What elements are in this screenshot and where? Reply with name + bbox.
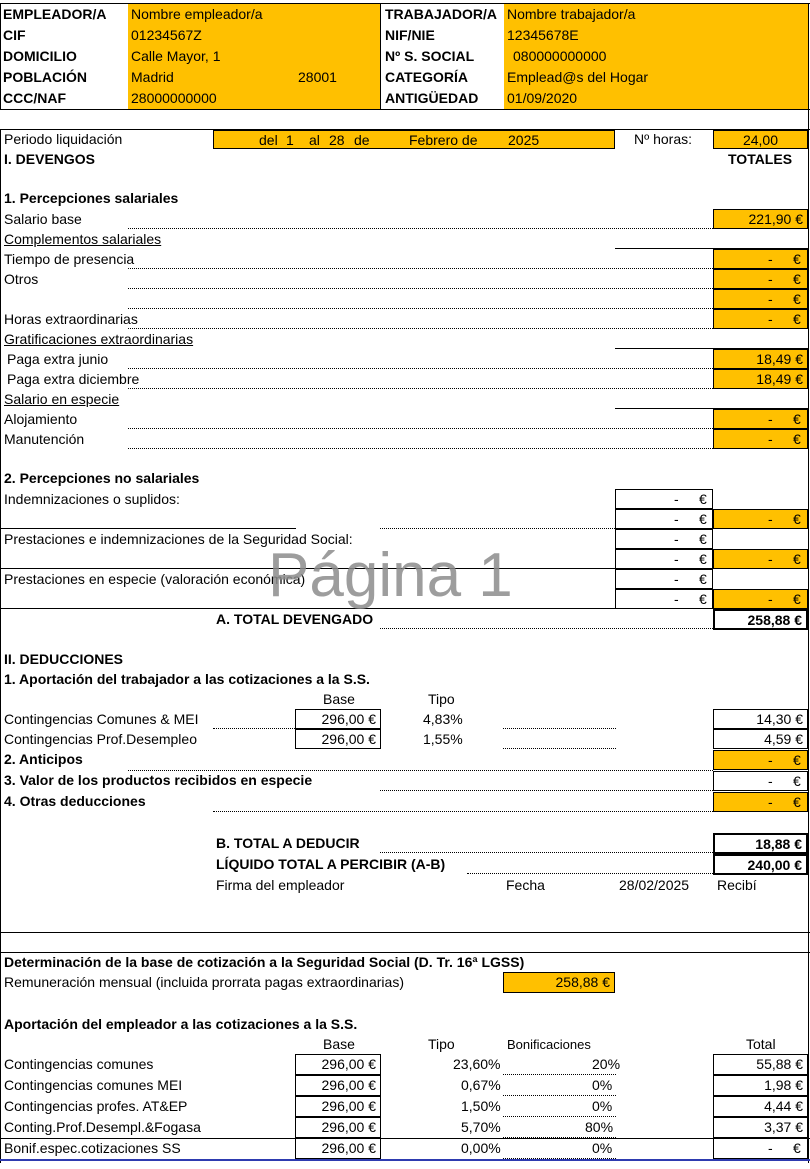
dash: - bbox=[768, 511, 773, 527]
domicilio-value: Calle Mayor, 1 bbox=[128, 46, 380, 67]
emp-row-base: 296,00 € bbox=[295, 1096, 381, 1117]
prestaciones-especie-label: Prestaciones en especie (valoración económica) bbox=[4, 571, 306, 587]
ccc-value: 28000000000 bbox=[128, 88, 380, 109]
prestaciones-especie-value-1 bbox=[615, 569, 713, 589]
prestaciones-ss-value-2 bbox=[615, 549, 713, 569]
hours-label: Nº horas: bbox=[634, 131, 693, 147]
euro: € bbox=[699, 491, 707, 507]
cif-label: CIF bbox=[3, 27, 26, 43]
emp-row-tipo: 0,00% bbox=[461, 1140, 501, 1156]
period-day-from: 1 bbox=[286, 132, 294, 148]
emp-tipo-header: Tipo bbox=[428, 1036, 455, 1052]
worker-label: TRABAJADOR/A bbox=[385, 6, 497, 22]
euro: € bbox=[793, 311, 801, 327]
categoria-value: Emplead@s del Hogar bbox=[504, 67, 808, 88]
hours-value: 24,00 bbox=[713, 130, 808, 149]
dash: - bbox=[768, 551, 773, 567]
euro: € bbox=[699, 591, 707, 607]
paga-diciembre-label: Paga extra diciembre bbox=[7, 371, 140, 387]
emp-row-total bbox=[713, 1138, 808, 1159]
liquido-value: 240,00 € bbox=[713, 854, 808, 875]
paga-diciembre-value: 18,49 € bbox=[713, 369, 808, 389]
gratificaciones-label: Gratificaciones extraordinarias bbox=[4, 331, 194, 347]
dash: - bbox=[674, 511, 679, 527]
otras-deducciones-label: 4. Otras deducciones bbox=[4, 793, 146, 809]
emp-row-label: Contingencias comunes MEI bbox=[4, 1077, 183, 1093]
emp-base-header: Base bbox=[323, 1036, 355, 1052]
poblacion-cp: 28001 bbox=[298, 69, 337, 85]
prestaciones-especie-total bbox=[713, 589, 808, 609]
tipo-header: Tipo bbox=[428, 691, 455, 707]
dash: - bbox=[768, 431, 773, 447]
emp-row-bonif: 0% bbox=[592, 1098, 613, 1114]
total-devengado-label: A. TOTAL DEVENGADO bbox=[216, 611, 374, 627]
euro: € bbox=[793, 752, 801, 768]
indemnizaciones-value-1 bbox=[615, 489, 713, 509]
anticipos-value bbox=[713, 750, 808, 770]
emp-row-bonif: 20% bbox=[592, 1056, 621, 1072]
poblacion-value bbox=[128, 67, 380, 88]
firma-label: Firma del empleador bbox=[216, 877, 345, 893]
euro: € bbox=[793, 591, 801, 607]
emp-row-label: Contingencias comunes bbox=[4, 1056, 154, 1072]
dash: - bbox=[674, 551, 679, 567]
euro: € bbox=[793, 511, 801, 527]
employer-value: Nombre empleador/a bbox=[128, 4, 380, 25]
paga-junio-value: 18,49 € bbox=[713, 349, 808, 369]
contingencias-comunes-total: 14,30 € bbox=[713, 709, 808, 729]
antiguedad-value: 01/09/2020 bbox=[504, 88, 808, 109]
euro: € bbox=[699, 511, 707, 527]
dash: - bbox=[768, 794, 773, 810]
euro: € bbox=[793, 773, 801, 789]
domicilio-label: DOMICILIO bbox=[3, 48, 77, 64]
percepciones-salariales-title: 1. Percepciones salariales bbox=[4, 190, 179, 206]
period-al: al bbox=[309, 132, 320, 148]
devengos-title: I. DEVENGOS bbox=[4, 151, 96, 167]
anticipos-label: 2. Anticipos bbox=[4, 751, 83, 767]
contingencias-comunes-base: 296,00 € bbox=[295, 709, 381, 729]
dash: - bbox=[674, 491, 679, 507]
emp-row-label: Contingencias profes. AT&EP bbox=[4, 1098, 188, 1114]
dash: - bbox=[674, 531, 679, 547]
euro: € bbox=[793, 411, 801, 427]
dash: - bbox=[768, 773, 773, 789]
nif-value: 12345678E bbox=[504, 25, 808, 46]
prestaciones-ss-total bbox=[713, 549, 808, 569]
emp-row-total-dash: - bbox=[768, 1140, 773, 1156]
contingencias-prof-total: 4,59 € bbox=[713, 729, 808, 749]
emp-row-base: 296,00 € bbox=[295, 1138, 381, 1159]
salario-base-label: Salario base bbox=[4, 211, 82, 227]
euro: € bbox=[793, 291, 801, 307]
manutencion-label: Manutención bbox=[4, 431, 85, 447]
emp-total-header: Total bbox=[746, 1036, 776, 1052]
antiguedad-label: ANTIGÜEDAD bbox=[385, 90, 479, 106]
salario-base-value: 221,90 € bbox=[713, 209, 808, 229]
emp-row-tipo: 23,60% bbox=[453, 1056, 501, 1072]
emp-row-base: 296,00 € bbox=[295, 1054, 381, 1075]
otros-value-2 bbox=[713, 289, 808, 309]
prestaciones-especie-value-2 bbox=[615, 589, 713, 609]
emp-row-tipo: 0,67% bbox=[461, 1077, 501, 1093]
dash: - bbox=[768, 291, 773, 307]
emp-row-base: 296,00 € bbox=[295, 1117, 381, 1138]
base-cotizacion-title: Determinación de la base de cotización a la Seguridad Social (D. Tr. 16ª LGSS) bbox=[4, 954, 525, 970]
tiempo-presencia-label: Tiempo de presencia bbox=[4, 251, 135, 267]
emp-row-bonif: 0% bbox=[592, 1077, 613, 1093]
period-box bbox=[213, 130, 615, 149]
period-year: 2025 bbox=[508, 132, 540, 148]
paga-junio-label: Paga extra junio bbox=[7, 351, 109, 367]
dash: - bbox=[768, 251, 773, 267]
horas-extra-label: Horas extraordinarias bbox=[4, 311, 138, 327]
euro: € bbox=[699, 571, 707, 587]
dash: - bbox=[768, 411, 773, 427]
poblacion-label: POBLACIÓN bbox=[3, 69, 87, 85]
poblacion-city: Madrid bbox=[131, 69, 174, 85]
otros-label: Otros bbox=[4, 271, 39, 287]
fecha-value: 28/02/2025 bbox=[619, 877, 690, 893]
dash: - bbox=[768, 752, 773, 768]
complementos-label: Complementos salariales bbox=[4, 231, 162, 247]
especie-value bbox=[713, 771, 808, 791]
cif-value: 01234567Z bbox=[128, 25, 380, 46]
page-bottom-border bbox=[0, 1159, 810, 1161]
prestaciones-ss-label: Prestaciones e indemnizaciones de la Seguridad Social: bbox=[4, 531, 353, 547]
deducciones-title: II. DEDUCCIONES bbox=[4, 651, 124, 667]
total-deducir-value: 18,88 € bbox=[713, 833, 808, 854]
emp-row-total: 55,88 € bbox=[713, 1054, 808, 1075]
alojamiento-value bbox=[713, 409, 808, 429]
contingencias-comunes-label: Contingencias Comunes & MEI bbox=[4, 711, 199, 727]
especie-label: 3. Valor de los productos recibidos en especie bbox=[4, 772, 313, 788]
fecha-label: Fecha bbox=[506, 877, 545, 893]
nif-label: NIF/NIE bbox=[385, 27, 435, 43]
dash: - bbox=[674, 591, 679, 607]
dash: - bbox=[674, 571, 679, 587]
emp-row-base: 296,00 € bbox=[295, 1075, 381, 1096]
nss-value: 080000000000 bbox=[504, 46, 808, 67]
euro: € bbox=[793, 251, 801, 267]
period-label: Periodo liquidación bbox=[4, 131, 123, 147]
otras-deducciones-value bbox=[713, 792, 808, 812]
dash: - bbox=[768, 311, 773, 327]
contingencias-prof-tipo: 1,55% bbox=[423, 731, 463, 747]
period-de: de bbox=[354, 132, 370, 148]
emp-row-tipo: 1,50% bbox=[461, 1098, 501, 1114]
liquido-label: LÍQUIDO TOTAL A PERCIBIR (A-B) bbox=[216, 856, 446, 872]
dash: - bbox=[768, 271, 773, 287]
remuneracion-value: 258,88 € bbox=[503, 972, 615, 993]
categoria-label: CATEGORÍA bbox=[385, 69, 468, 85]
euro: € bbox=[793, 551, 801, 567]
emp-row-total: 4,44 € bbox=[713, 1096, 808, 1117]
base-header: Base bbox=[323, 691, 355, 707]
emp-row-tipo: 5,70% bbox=[461, 1119, 501, 1135]
emp-row-total: 1,98 € bbox=[713, 1075, 808, 1096]
otros-value-1 bbox=[713, 269, 808, 289]
indemnizaciones-value-2 bbox=[615, 509, 713, 529]
contingencias-prof-label: Contingencias Prof.Desempleo bbox=[4, 731, 197, 747]
ccc-label: CCC/NAF bbox=[3, 90, 66, 106]
contingencias-comunes-tipo: 4,83% bbox=[423, 711, 463, 727]
emp-row-label: Bonif.espec.cotizaciones SS bbox=[4, 1140, 181, 1156]
alojamiento-label: Alojamiento bbox=[4, 411, 78, 427]
total-deducir-label: B. TOTAL A DEDUCIR bbox=[216, 835, 360, 851]
euro: € bbox=[793, 794, 801, 810]
aportacion-trabajador-title: 1. Aportación del trabajador a las cotizaciones a la S.S. bbox=[4, 671, 370, 687]
emp-row-bonif: 80% bbox=[585, 1119, 614, 1135]
horas-extra-value bbox=[713, 309, 808, 329]
emp-row-bonif: 0% bbox=[592, 1140, 613, 1156]
indemnizaciones-total bbox=[713, 509, 808, 529]
dash: - bbox=[768, 591, 773, 607]
manutencion-value bbox=[713, 429, 808, 449]
percepciones-no-salariales-title: 2. Percepciones no salariales bbox=[4, 470, 200, 486]
prestaciones-ss-value-1 bbox=[615, 529, 713, 549]
euro: € bbox=[699, 531, 707, 547]
salario-especie-label: Salario en especie bbox=[4, 391, 120, 407]
totals-label: TOTALES bbox=[728, 151, 793, 167]
employer-label: EMPLEADOR/A bbox=[3, 6, 107, 22]
euro: € bbox=[699, 551, 707, 567]
tiempo-presencia-value bbox=[713, 249, 808, 269]
euro: € bbox=[793, 1140, 801, 1156]
remuneracion-label: Remuneración mensual (incluida prorrata pagas extraordinarias) bbox=[4, 974, 404, 990]
emp-bonif-header: Bonificaciones bbox=[507, 1037, 591, 1052]
indemnizaciones-label: Indemnizaciones o suplidos: bbox=[4, 491, 180, 507]
period-del: del bbox=[259, 132, 278, 148]
recibi-label: Recibí bbox=[717, 877, 757, 893]
contingencias-prof-base: 296,00 € bbox=[295, 729, 381, 749]
page-watermark: Página 1 bbox=[268, 541, 513, 610]
euro: € bbox=[793, 271, 801, 287]
period-day-to: 28 bbox=[329, 132, 345, 148]
euro: € bbox=[793, 431, 801, 447]
aportacion-empleador-title: Aportación del empleador a las cotizaciones a la S.S. bbox=[4, 1016, 358, 1032]
total-devengado-value: 258,88 € bbox=[713, 609, 808, 630]
emp-row-label: Conting.Prof.Desempl.&Fogasa bbox=[4, 1119, 201, 1135]
emp-row-total: 3,37 € bbox=[713, 1117, 808, 1138]
nss-label: Nº S. SOCIAL bbox=[385, 48, 475, 64]
worker-value: Nombre trabajador/a bbox=[504, 4, 808, 25]
period-month: Febrero de bbox=[409, 132, 478, 148]
